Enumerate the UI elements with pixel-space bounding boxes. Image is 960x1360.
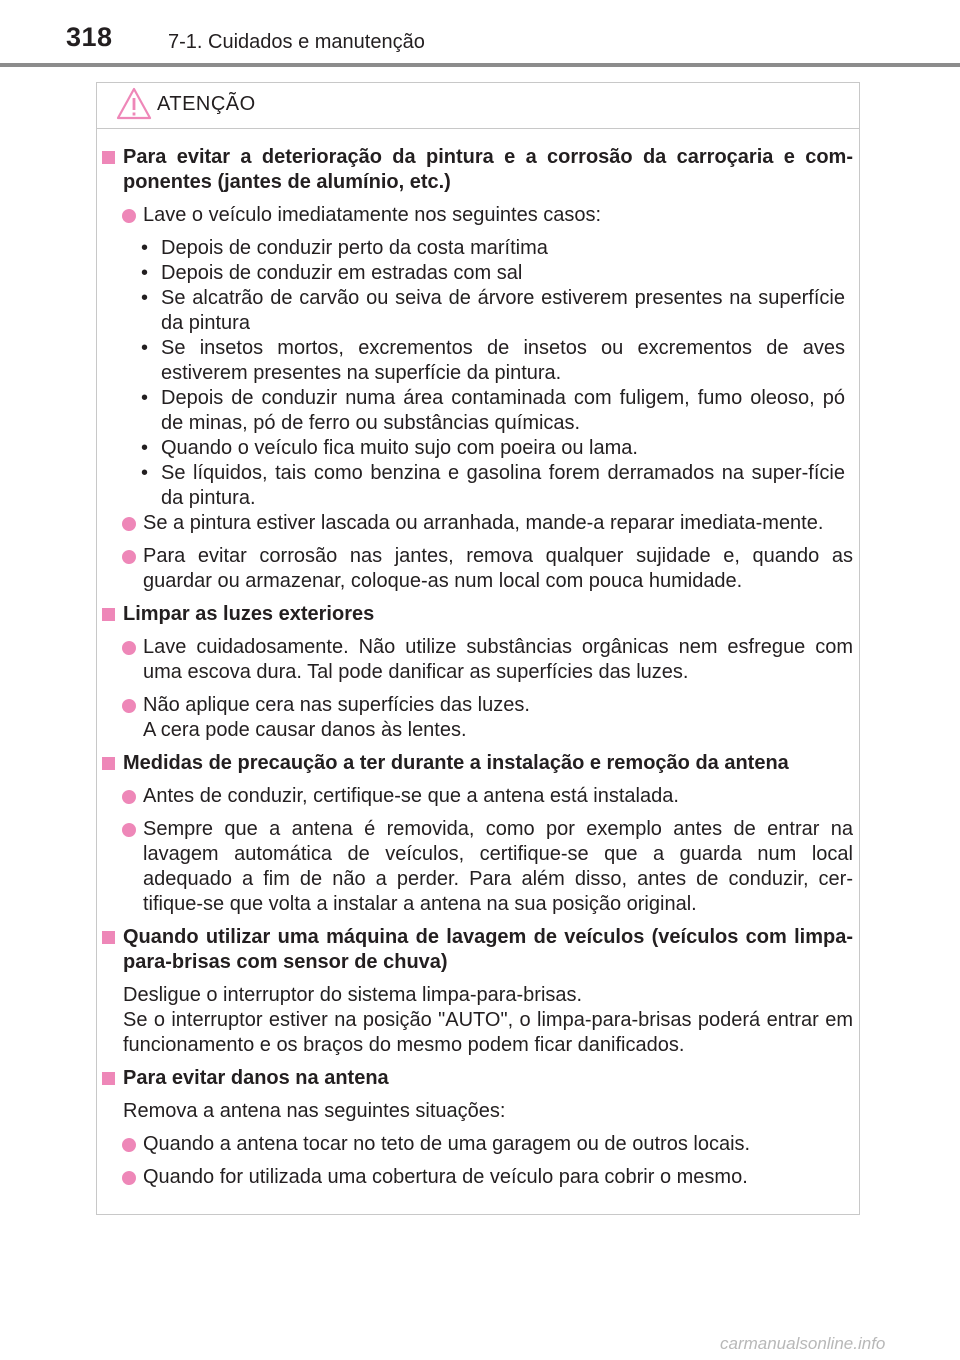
square-bullet-icon	[102, 608, 115, 621]
list-item-text: Para evitar corrosão nas jantes, remova qualquer sujidade e, quando as guardar ou armazenar, coloque-as num local com pouca humidade.	[143, 545, 853, 592]
sub-list-item	[97, 261, 861, 286]
dot-bullet-icon: •	[141, 437, 149, 459]
section-heading-text: Para evitar danos na antena	[123, 1067, 389, 1089]
circle-bullet-icon	[122, 517, 136, 531]
dot-bullet-icon: •	[141, 462, 149, 484]
sub-list-item	[97, 386, 861, 436]
dot-bullet-icon: •	[141, 287, 149, 309]
dot-bullet-icon: •	[141, 387, 149, 409]
sub-list	[97, 236, 861, 511]
sub-list-item-text: Depois de conduzir perto da costa marítima	[161, 237, 548, 259]
list-item	[97, 817, 861, 917]
sub-list-item-text: Quando o veículo fica muito sujo com poeira ou lama.	[161, 437, 638, 459]
list-item	[97, 1132, 861, 1157]
list-item	[97, 635, 861, 685]
section-heading	[97, 602, 861, 627]
sub-list-item	[97, 286, 861, 336]
list-item	[97, 203, 861, 228]
circle-bullet-icon	[122, 550, 136, 564]
list-item	[97, 693, 861, 743]
sub-list-item-text: Depois de conduzir em estradas com sal	[161, 262, 523, 284]
warning-header	[97, 83, 859, 129]
paragraph: Desligue o interruptor do sistema limpa-para-brisas.	[123, 984, 583, 1006]
circle-bullet-icon	[122, 1171, 136, 1185]
warning-content	[97, 145, 861, 1190]
warning-box	[96, 82, 860, 1215]
sub-list-item	[97, 336, 861, 386]
list-item-text: Sempre que a antena é removida, como por exemplo antes de entrar na lavagem automática de veículos, certifique-se que a guarda num local adequado a fim de não a perder. Para além disso, antes de conduzir, cer-tifique-se que volta a instalar a antena na sua posição original.	[143, 818, 853, 915]
page-header	[0, 0, 960, 66]
list-item-text: Quando a antena tocar no teto de uma garagem ou de outros locais.	[143, 1133, 751, 1155]
square-bullet-icon	[102, 757, 115, 770]
header-rule	[0, 63, 960, 67]
circle-bullet-icon	[122, 1138, 136, 1152]
dot-bullet-icon: •	[141, 262, 149, 284]
circle-bullet-icon	[122, 641, 136, 655]
list-item	[97, 784, 861, 809]
section-heading	[97, 1066, 861, 1091]
square-bullet-icon	[102, 931, 115, 944]
circle-bullet-icon	[122, 790, 136, 804]
section-heading	[97, 751, 861, 776]
paragraph: Se o interruptor estiver na posição "AUTO", o limpa-para-brisas poderá entrar em funcionamento e os braços do mesmo podem ficar danificados.	[123, 1009, 853, 1056]
sub-list-item	[97, 461, 861, 511]
list-item-text: Lave o veículo imediatamente nos seguintes casos:	[143, 204, 602, 226]
section-title: 7-1. Cuidados e manutenção	[168, 31, 425, 53]
list-item-text: Lave cuidadosamente. Não utilize substâncias orgânicas nem esfregue com uma escova dura. Tal pode danificar as superfícies das luzes.	[143, 636, 853, 683]
section-heading-text: Quando utilizar uma máquina de lavagem de veículos (veículos com limpa-para-brisas com sensor de chuva)	[123, 926, 853, 973]
section-heading-text: Medidas de precaução a ter durante a instalação e remoção da antena	[123, 752, 789, 774]
dot-bullet-icon: •	[141, 337, 149, 359]
list-item-text: Quando for utilizada uma cobertura de veículo para cobrir o mesmo.	[143, 1166, 748, 1188]
sub-list-item-text: Se líquidos, tais como benzina e gasolina forem derramados na super-fície da pintura.	[161, 462, 845, 509]
list-item-line: Não aplique cera nas superfícies das luzes.	[143, 694, 530, 716]
page-number: 318	[66, 22, 113, 52]
list-item	[97, 511, 861, 536]
sub-list-item	[97, 236, 861, 261]
dot-bullet-icon: •	[141, 237, 149, 259]
warning-triangle-icon	[116, 87, 152, 121]
list-item-line: A cera pode causar danos às lentes.	[143, 719, 467, 741]
square-bullet-icon	[102, 1072, 115, 1085]
section-heading	[97, 925, 861, 975]
paragraph: Remova a antena nas seguintes situações:	[123, 1100, 506, 1122]
sub-list-item	[97, 436, 861, 461]
circle-bullet-icon	[122, 699, 136, 713]
list-item-text: Antes de conduzir, certifique-se que a antena está instalada.	[143, 785, 679, 807]
list-item	[97, 544, 861, 594]
sub-list-item-text: Se alcatrão de carvão ou seiva de árvore estiverem presentes na superfície da pintura	[161, 287, 845, 334]
section-heading	[97, 145, 861, 195]
square-bullet-icon	[102, 151, 115, 164]
warning-title: ATENÇÃO	[157, 93, 256, 115]
section-heading-text: Limpar as luzes exteriores	[123, 603, 375, 625]
sub-list-item-text: Depois de conduzir numa área contaminada com fuligem, fumo oleoso, pó de minas, pó de ferro ou substâncias químicas.	[161, 387, 845, 434]
circle-bullet-icon	[122, 209, 136, 223]
list-item	[97, 1165, 861, 1190]
sub-list-item-text: Se insetos mortos, excrementos de insetos ou excrementos de aves estiverem presentes na superfície da pintura.	[161, 337, 845, 384]
section-heading-text: Para evitar a deterioração da pintura e a corrosão da carroçaria e com-ponentes (jantes de alumínio, etc.)	[123, 146, 853, 193]
list-item-text: Se a pintura estiver lascada ou arranhada, mande-a reparar imediata-mente.	[143, 512, 824, 534]
circle-bullet-icon	[122, 823, 136, 837]
watermark: carmanualsonline.info	[720, 1334, 886, 1353]
